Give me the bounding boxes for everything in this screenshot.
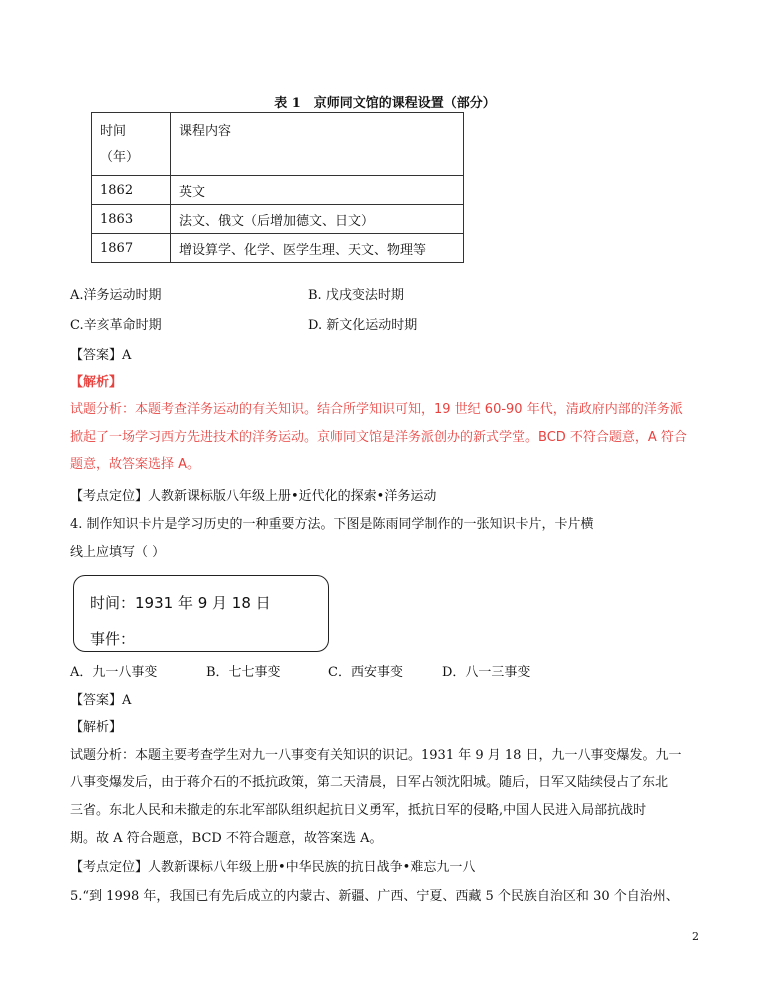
q4-option-b: B．七七事变 xyxy=(206,665,281,680)
table-header-row xyxy=(92,113,464,176)
q3-answer: 【答案】A xyxy=(70,348,132,363)
table-cell-year: 1863 xyxy=(92,205,171,234)
q3-analysis-line: 掀起了一场学习西方先进技术的洋务运动。京师同文馆是洋务派创办的新式学堂。BCD 不符合题意，A 符合 xyxy=(70,430,687,445)
table-header-content: 课程内容 xyxy=(171,113,464,176)
course-table xyxy=(91,112,464,263)
header-year-line1: 时间 xyxy=(100,124,127,139)
q3-knowledge-point: 【考点定位】人教新课标版八年级上册•近代化的探索•洋务运动 xyxy=(70,489,437,504)
q3-option-a: A.洋务运动时期 xyxy=(70,288,162,303)
q4-option-a: A．九一八事变 xyxy=(70,665,158,680)
table-header-year xyxy=(92,113,171,176)
q4-analysis-line: 试题分析：本题主要考查学生对九一八事变有关知识的识记。1931 年 9 月 18 日，九一八事变爆发。九一 xyxy=(70,748,682,763)
table-cell-year: 1867 xyxy=(92,234,171,263)
page-number: 2 xyxy=(692,930,699,943)
q4-answer: 【答案】A xyxy=(70,693,132,708)
q4-option-c: C．西安事变 xyxy=(328,665,403,680)
q3-analysis-line: 试题分析：本题考查洋务运动的有关知识。结合所学知识可知，19 世纪 60-90 年代，清政府内部的洋务派 xyxy=(70,402,683,417)
q4-analysis-line: 三省。东北人民和未撤走的东北军部队组织起抗日义勇军，抵抗日军的侵略,中国人民进入局部抗战时 xyxy=(70,803,647,818)
table-cell-year: 1862 xyxy=(92,176,171,205)
q3-option-b: B. 戊戌变法时期 xyxy=(308,288,404,303)
q4-question-line: 线上应填写（ ） xyxy=(70,545,166,560)
table-cell-content: 英文 xyxy=(171,176,464,205)
q3-analysis-line: 题意，故答案选择 A。 xyxy=(70,457,201,472)
q3-analysis-heading: 【解析】 xyxy=(70,375,123,390)
header-year-line2: （年） xyxy=(100,150,140,165)
q4-option-d: D．八一三事变 xyxy=(442,665,531,680)
table-row xyxy=(92,234,464,263)
table-row xyxy=(92,176,464,205)
table-cell-content: 法文、俄文（后增加德文、日文） xyxy=(171,205,464,234)
table-cell-content: 增设算学、化学、医学生理、天文、物理等 xyxy=(171,234,464,263)
q4-question-line: 4. 制作知识卡片是学习历史的一种重要方法。下图是陈雨同学制作的一张知识卡片，卡片横 xyxy=(70,517,594,532)
card-time: 时间：1931 年 9 月 18 日 xyxy=(90,594,271,612)
q4-knowledge-point: 【考点定位】人教新课标八年级上册•中华民族的抗日战争•难忘九一八 xyxy=(70,860,476,875)
q4-analysis-line: 期。故 A 符合题意，BCD 不符合题意，故答案选 A。 xyxy=(70,831,383,846)
q3-option-c: C.辛亥革命时期 xyxy=(70,318,162,333)
q4-analysis-line: 八事变爆发后，由于蒋介石的不抵抗政策，第二天清晨，日军占领沈阳城。随后，日军又陆续侵占了东北 xyxy=(70,775,669,790)
q4-analysis-heading: 【解析】 xyxy=(70,720,123,735)
table-row xyxy=(92,205,464,234)
q3-option-d: D. 新文化运动时期 xyxy=(308,318,418,333)
q5-question-line: 5.“到 1998 年，我国已有先后成立的内蒙古、新疆、广西、宁夏、西藏 5 个民族自治区和 30 个自治州、 xyxy=(70,889,679,904)
knowledge-card xyxy=(73,575,329,652)
table-caption: 表 1 京师同文馆的课程设置（部分） xyxy=(274,96,496,111)
card-event-label: 事件： xyxy=(90,630,136,648)
